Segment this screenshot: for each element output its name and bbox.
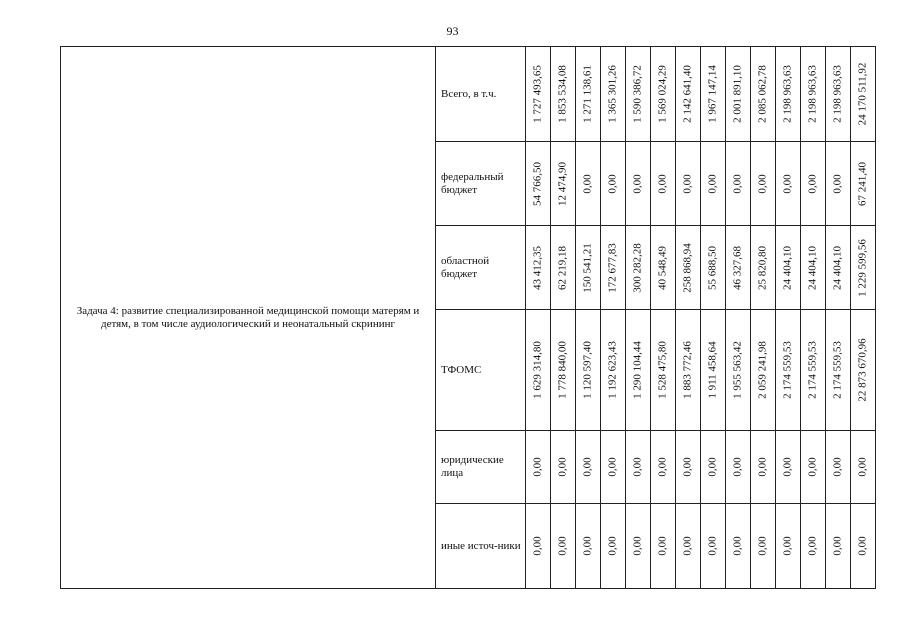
amount-cell	[751, 47, 776, 142]
amount-cell	[626, 310, 651, 431]
amount-cell	[576, 310, 601, 431]
amount-value: 0,00	[781, 536, 794, 556]
amount-cell	[551, 504, 576, 589]
amount-cell	[651, 226, 676, 310]
amount-value: 2 198 963,63	[781, 65, 794, 123]
amount-cell	[776, 142, 801, 226]
amount-cell	[576, 504, 601, 589]
amount-value: 2 174 559,53	[806, 341, 819, 399]
amount-cell	[826, 142, 851, 226]
amount-cell	[776, 226, 801, 310]
page-number: 93	[446, 24, 459, 38]
amount-value: 0,00	[831, 536, 844, 556]
funding-source-label: ТФОМС	[436, 310, 526, 431]
amount-cell	[601, 504, 626, 589]
amount-value: 1 629 314,80	[531, 341, 544, 399]
amount-value: 0,00	[806, 536, 819, 556]
amount-cell	[851, 226, 876, 310]
amount-value: 2 142 641,40	[681, 65, 694, 123]
amount-cell	[701, 226, 726, 310]
amount-cell	[776, 431, 801, 504]
amount-cell	[851, 431, 876, 504]
amount-value: 0,00	[806, 173, 819, 194]
amount-cell	[526, 504, 551, 589]
amount-value: 0,00	[581, 536, 594, 556]
amount-cell	[826, 47, 851, 142]
amount-cell	[701, 431, 726, 504]
amount-cell	[776, 47, 801, 142]
funding-source-label: федеральный бюджет	[436, 142, 526, 226]
amount-cell	[676, 310, 701, 431]
amount-value: 24 170 511,92	[856, 62, 869, 126]
amount-cell	[651, 431, 676, 504]
amount-cell	[551, 47, 576, 142]
amount-cell	[801, 226, 826, 310]
amount-cell	[801, 504, 826, 589]
amount-cell	[601, 310, 626, 431]
amount-value: 0,00	[606, 536, 619, 556]
amount-cell	[726, 431, 751, 504]
amount-value: 0,00	[631, 536, 644, 556]
amount-value: 0,00	[806, 457, 819, 477]
funding-source-label: областной бюджет	[436, 226, 526, 310]
amount-cell	[576, 431, 601, 504]
amount-cell	[751, 226, 776, 310]
amount-value: 0,00	[656, 173, 669, 194]
amount-value: 0,00	[731, 536, 744, 556]
amount-cell	[601, 226, 626, 310]
amount-value: 24 404,10	[781, 245, 794, 290]
amount-cell	[751, 310, 776, 431]
amount-value: 0,00	[706, 457, 719, 477]
amount-value: 0,00	[731, 457, 744, 477]
amount-value: 46 327,68	[731, 245, 744, 290]
amount-cell	[851, 47, 876, 142]
amount-value: 1 229 599,56	[856, 238, 869, 297]
amount-value: 0,00	[706, 536, 719, 556]
amount-value: 0,00	[756, 173, 769, 194]
amount-value: 0,00	[606, 457, 619, 477]
funding-source-label: иные источ-ники	[436, 504, 526, 589]
amount-value: 1 569 024,29	[656, 65, 669, 123]
amount-value: 2 059 241,98	[756, 341, 769, 399]
amount-value: 1 727 493,65	[531, 65, 544, 123]
amount-cell	[526, 142, 551, 226]
amount-value: 0,00	[681, 536, 694, 556]
amount-value: 0,00	[831, 457, 844, 477]
amount-value: 25 820,80	[756, 245, 769, 290]
amount-value: 0,00	[656, 457, 669, 477]
amount-value: 1 778 840,00	[556, 341, 569, 399]
amount-value: 0,00	[681, 173, 694, 194]
amount-cell	[651, 142, 676, 226]
amount-value: 1 290 104,44	[631, 341, 644, 399]
amount-cell	[826, 226, 851, 310]
amount-cell	[826, 431, 851, 504]
amount-cell	[676, 226, 701, 310]
amount-value: 12 474,90	[556, 161, 569, 206]
amount-cell	[826, 504, 851, 589]
amount-cell	[801, 47, 826, 142]
amount-value: 0,00	[706, 173, 719, 194]
funding-source-label: Всего, в т.ч.	[436, 47, 526, 142]
amount-cell	[701, 142, 726, 226]
amount-cell	[576, 226, 601, 310]
amount-cell	[676, 431, 701, 504]
amount-cell	[551, 142, 576, 226]
amount-value: 1 192 623,43	[606, 341, 619, 399]
amount-value: 300 282,28	[631, 242, 644, 293]
amount-value: 0,00	[831, 173, 844, 194]
amount-cell	[551, 431, 576, 504]
financing-table	[60, 46, 876, 589]
amount-cell	[676, 47, 701, 142]
amount-cell	[526, 47, 551, 142]
amount-value: 22 873 670,96	[856, 338, 869, 402]
amount-value: 0,00	[656, 536, 669, 556]
amount-value: 0,00	[681, 457, 694, 477]
amount-cell	[701, 310, 726, 431]
amount-cell	[626, 226, 651, 310]
amount-value: 40 548,49	[656, 245, 669, 290]
amount-cell	[751, 504, 776, 589]
amount-cell	[776, 310, 801, 431]
amount-value: 150 541,21	[581, 242, 594, 293]
amount-value: 62 219,18	[556, 245, 569, 290]
amount-cell	[601, 431, 626, 504]
amount-cell	[526, 431, 551, 504]
amount-cell	[676, 142, 701, 226]
amount-cell	[851, 142, 876, 226]
amount-cell	[726, 504, 751, 589]
amount-value: 0,00	[581, 173, 594, 194]
amount-cell	[851, 310, 876, 431]
amount-cell	[551, 226, 576, 310]
amount-cell	[601, 47, 626, 142]
amount-value: 0,00	[581, 457, 594, 477]
task-description: Задача 4: развитие специализированной медицинской помощи матерям и детям, в том числе аудиологический и неонатальный скрининг	[61, 47, 436, 589]
amount-cell	[826, 310, 851, 431]
amount-cell	[626, 504, 651, 589]
amount-cell	[526, 226, 551, 310]
funding-source-label: юридические лица	[436, 431, 526, 504]
amount-cell	[726, 142, 751, 226]
amount-value: 1 967 147,14	[706, 65, 719, 123]
amount-value: 0,00	[731, 173, 744, 194]
amount-value: 1 120 597,40	[581, 341, 594, 399]
amount-value: 43 412,35	[531, 245, 544, 290]
amount-value: 0,00	[531, 536, 544, 556]
amount-value: 0,00	[856, 536, 869, 556]
amount-cell	[626, 142, 651, 226]
amount-cell	[701, 504, 726, 589]
amount-value: 0,00	[781, 173, 794, 194]
amount-cell	[651, 47, 676, 142]
amount-value: 2 174 559,53	[831, 341, 844, 399]
amount-value: 0,00	[756, 536, 769, 556]
amount-cell	[626, 47, 651, 142]
amount-cell	[651, 504, 676, 589]
amount-cell	[676, 504, 701, 589]
amount-value: 2 198 963,63	[831, 65, 844, 123]
table-row	[61, 47, 876, 142]
amount-cell	[751, 142, 776, 226]
amount-value: 0,00	[756, 457, 769, 477]
amount-value: 54 766,50	[531, 161, 544, 206]
amount-value: 67 241,40	[856, 161, 869, 206]
amount-value: 0,00	[606, 173, 619, 194]
amount-cell	[551, 310, 576, 431]
amount-value: 1 955 563,42	[731, 341, 744, 399]
amount-value: 0,00	[781, 457, 794, 477]
amount-value: 2 085 062,78	[756, 65, 769, 123]
amount-value: 0,00	[531, 457, 544, 477]
amount-value: 1 590 386,72	[631, 65, 644, 123]
amount-cell	[726, 310, 751, 431]
amount-value: 172 677,83	[606, 242, 619, 293]
amount-value: 0,00	[631, 457, 644, 477]
amount-cell	[751, 431, 776, 504]
amount-value: 24 404,10	[831, 245, 844, 290]
amount-value: 2 174 559,53	[781, 341, 794, 399]
amount-value: 1 853 534,08	[556, 65, 569, 123]
amount-value: 24 404,10	[806, 245, 819, 290]
amount-cell	[726, 47, 751, 142]
amount-cell	[801, 310, 826, 431]
amount-value: 1 883 772,46	[681, 341, 694, 399]
amount-value: 0,00	[556, 536, 569, 556]
amount-cell	[576, 142, 601, 226]
amount-value: 1 365 301,26	[606, 65, 619, 123]
amount-cell	[776, 504, 801, 589]
amount-value: 1 271 138,61	[581, 65, 594, 123]
amount-value: 258 868,94	[681, 242, 694, 293]
amount-cell	[801, 431, 826, 504]
amount-value: 2 001 891,10	[731, 65, 744, 123]
amount-value: 1 911 458,64	[706, 341, 719, 399]
amount-value: 0,00	[556, 457, 569, 477]
amount-cell	[726, 226, 751, 310]
amount-cell	[576, 47, 601, 142]
amount-value: 2 198 963,63	[806, 65, 819, 123]
amount-value: 0,00	[856, 457, 869, 477]
amount-cell	[601, 142, 626, 226]
amount-cell	[851, 504, 876, 589]
amount-cell	[651, 310, 676, 431]
amount-value: 55 688,50	[706, 245, 719, 290]
amount-cell	[626, 431, 651, 504]
amount-cell	[701, 47, 726, 142]
amount-cell	[801, 142, 826, 226]
amount-value: 1 528 475,80	[656, 341, 669, 399]
amount-cell	[526, 310, 551, 431]
amount-value: 0,00	[631, 173, 644, 194]
